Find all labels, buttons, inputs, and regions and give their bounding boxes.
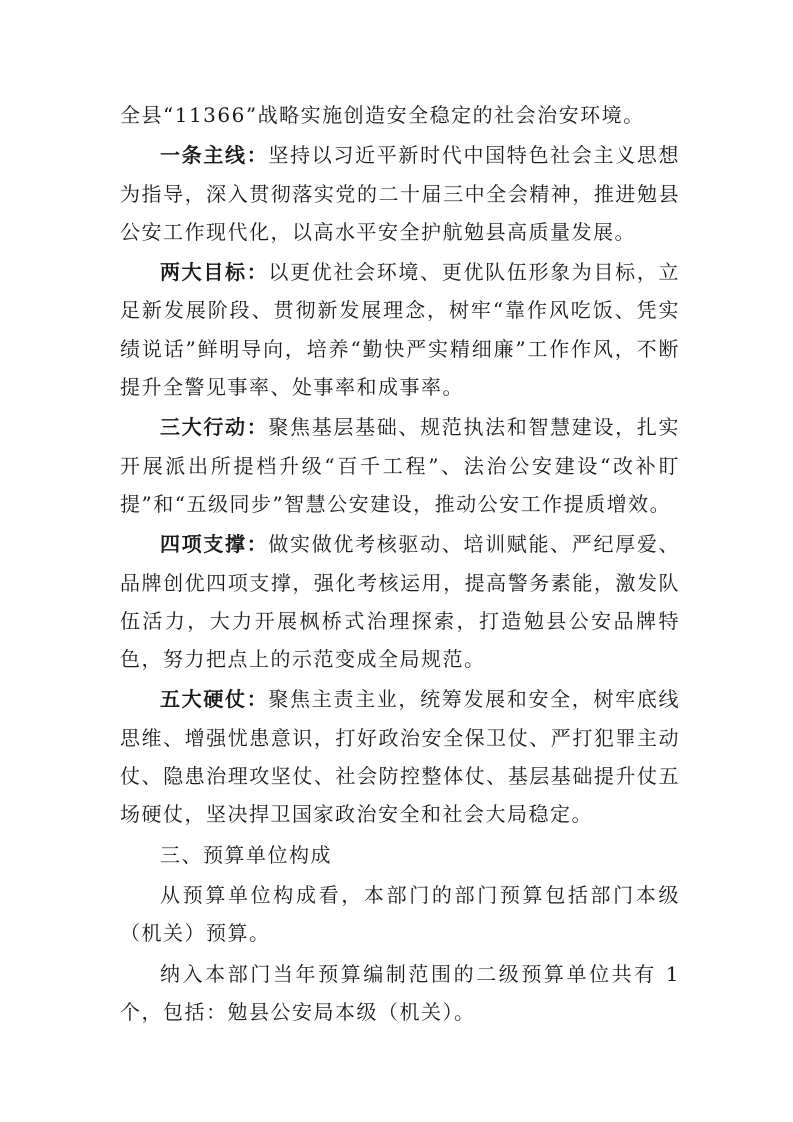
- item-label: 五大硬仗：: [160, 687, 269, 712]
- section-heading: 三、预算单位构成: [160, 842, 332, 867]
- item-three-actions: [120, 408, 680, 523]
- intro-line: [120, 96, 680, 134]
- item-two-goals: [120, 253, 680, 406]
- item-label: 两大目标：: [160, 260, 269, 285]
- item-label: 四项支撑：: [160, 532, 269, 557]
- section-paragraph: 纳入本部门当年预算编制范围的二级预算单位共有 1 个，包括：勉县公安局本级（机关）。: [120, 961, 680, 1024]
- item-text: 做实做优考核驱动、培训赋能、严纪厚爱、品牌创优四项支撑，强化考核运用，提高警务素能，激发队伍活力，大力开展枫桥式治理探索，打造勉县公安品牌特色，努力把点上的示范变成全局规范。: [120, 532, 681, 672]
- item-text: 以更优社会环境、更优队伍形象为目标，立足新发展阶段、贯彻新发展理念，树牢“靠作风吃饭、凭实绩说话”鲜明导向，培养“勤快严实精细廉”工作作风，不断提升全警见事率、处事率和成事率。: [120, 260, 681, 400]
- item-five-battles: [120, 680, 680, 833]
- item-text: 聚焦主责主业，统筹发展和安全，树牢底线思维、增强忧患意识，打好政治安全保卫仗、严打犯罪主动仗、隐患治理攻坚仗、社会防控整体仗、基层基础提升仗五场硬仗，坚决捍卫国家政治安全和社会大局稳定。: [120, 687, 681, 827]
- item-text: 坚持以习近平新时代中国特色社会主义思想为指导，深入贯彻落实党的二十届三中全会精神，推进勉县公安工作现代化，以高水平安全护航勉县高质量发展。: [120, 143, 681, 244]
- item-main-line: [120, 136, 680, 251]
- item-text: 聚焦基层基础、规范执法和智慧建设，扎实开展派出所提档升级“百千工程”、法治公安建设“改补盯提”和“五级同步”智慧公安建设，推动公安工作提质增效。: [120, 415, 681, 516]
- document-page: [120, 96, 680, 1033]
- item-four-supports: [120, 525, 680, 678]
- intro-text: 全县“11366”战略实施创造安全稳定的社会治安环境。: [120, 103, 645, 127]
- item-label: 一条主线：: [160, 143, 269, 168]
- item-label: 三大行动：: [160, 415, 269, 440]
- section-paragraph: 从预算单位构成看，本部门的部门预算包括部门本级（机关）预算。: [120, 882, 680, 946]
